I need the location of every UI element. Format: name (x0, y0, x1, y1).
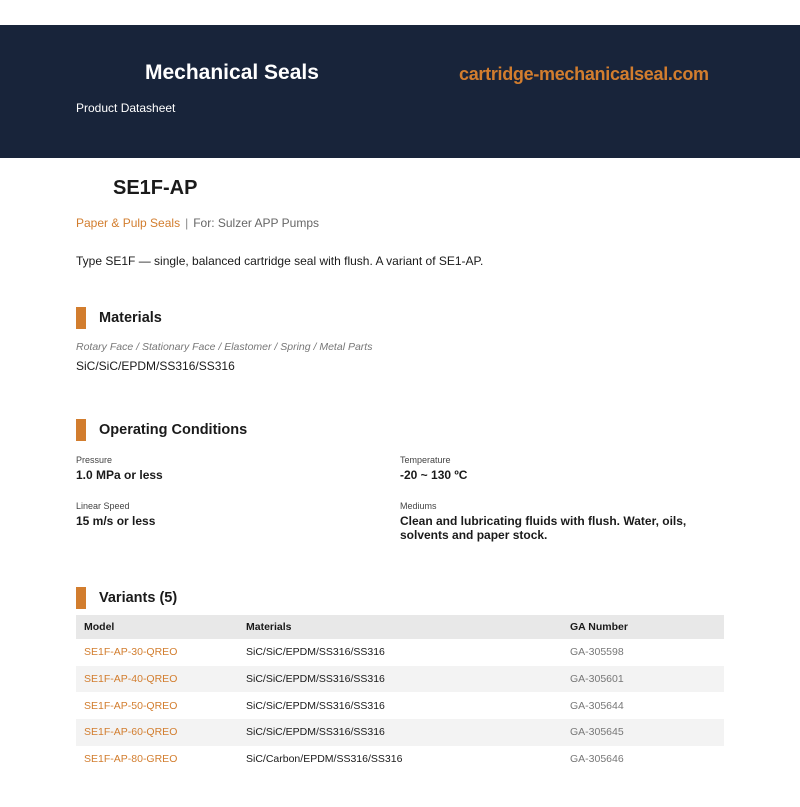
column-header-ga-number: GA Number (562, 615, 724, 639)
variants-section-header (76, 587, 177, 609)
table-header-row (76, 615, 724, 639)
condition-temperature (400, 455, 720, 482)
table-row (76, 719, 724, 746)
section-accent-bar (76, 419, 86, 441)
variant-materials: SiC/SiC/EPDM/SS316/SS316 (246, 646, 385, 659)
table-row (76, 666, 724, 693)
variant-model-link[interactable]: SE1F-AP-40-QREO (76, 666, 238, 693)
variant-ga-number: GA-305646 (570, 753, 624, 766)
materials-value: SiC/SiC/EPDM/SS316/SS316 (76, 359, 235, 373)
condition-pressure (76, 455, 396, 482)
variant-materials: SiC/SiC/EPDM/SS316/SS316 (238, 719, 562, 746)
condition-linear-speed (76, 501, 396, 528)
application-text: For: Sulzer APP Pumps (193, 216, 320, 230)
variant-model-link[interactable]: SE1F-AP-30-QREO (84, 646, 178, 659)
variant-materials: SiC/Carbon/EPDM/SS316/SS316 (246, 753, 403, 766)
condition-label: Pressure (76, 455, 113, 465)
section-accent-bar (76, 587, 86, 609)
materials-section-header (76, 307, 162, 329)
variant-ga-number: GA-305644 (570, 699, 624, 712)
variant-model-link[interactable]: SE1F-AP-60-QREO (76, 719, 238, 746)
condition-label: Linear Speed (76, 501, 130, 511)
product-title: SE1F-AP (113, 177, 198, 199)
condition-mediums (400, 501, 710, 542)
section-accent-bar (76, 307, 86, 329)
variant-model-link[interactable]: SE1F-AP-50-QREO (84, 699, 178, 712)
product-meta (76, 216, 319, 230)
column-header-model: Model (76, 615, 238, 639)
brand-title: Mechanical Seals (145, 61, 319, 84)
variants-heading: Variants (5) (99, 590, 178, 606)
variant-materials: SiC/SiC/EPDM/SS316/SS316 (238, 666, 562, 693)
variant-ga-number: GA-305598 (570, 646, 624, 659)
condition-value: 1.0 MPa or less (76, 468, 163, 482)
variant-ga-number: GA-305601 (562, 666, 724, 693)
condition-label: Temperature (400, 455, 451, 465)
brand-url-link[interactable]: cartridge-mechanicalseal.com (459, 64, 709, 84)
variant-ga-number: GA-305645 (562, 719, 724, 746)
column-header-materials: Materials (238, 615, 562, 639)
conditions-heading: Operating Conditions (99, 422, 248, 438)
variants-table (76, 615, 724, 772)
materials-caption: Rotary Face / Stationary Face / Elastomer / Spring / Metal Parts (76, 341, 373, 353)
condition-value: 15 m/s or less (76, 514, 156, 528)
page-header (0, 25, 800, 158)
meta-separator: | (185, 216, 189, 230)
brand-subtitle: Product Datasheet (76, 101, 176, 115)
condition-label: Mediums (400, 501, 437, 511)
condition-value: -20 ~ 130 ºC (400, 468, 468, 482)
table-row (76, 692, 724, 719)
category-link[interactable]: Paper & Pulp Seals (76, 216, 181, 230)
variant-model-link[interactable]: SE1F-AP-80-GREO (84, 753, 178, 766)
variant-materials: SiC/SiC/EPDM/SS316/SS316 (246, 699, 385, 712)
materials-heading: Materials (99, 310, 162, 326)
table-row (76, 746, 724, 773)
conditions-section-header (76, 419, 247, 441)
condition-value: Clean and lubricating fluids with flush. Water, oils, solvents and paper stock. (400, 514, 687, 542)
table-row (76, 639, 724, 666)
product-description: Type SE1F — single, balanced cartridge seal with flush. A variant of SE1-AP. (76, 254, 484, 268)
